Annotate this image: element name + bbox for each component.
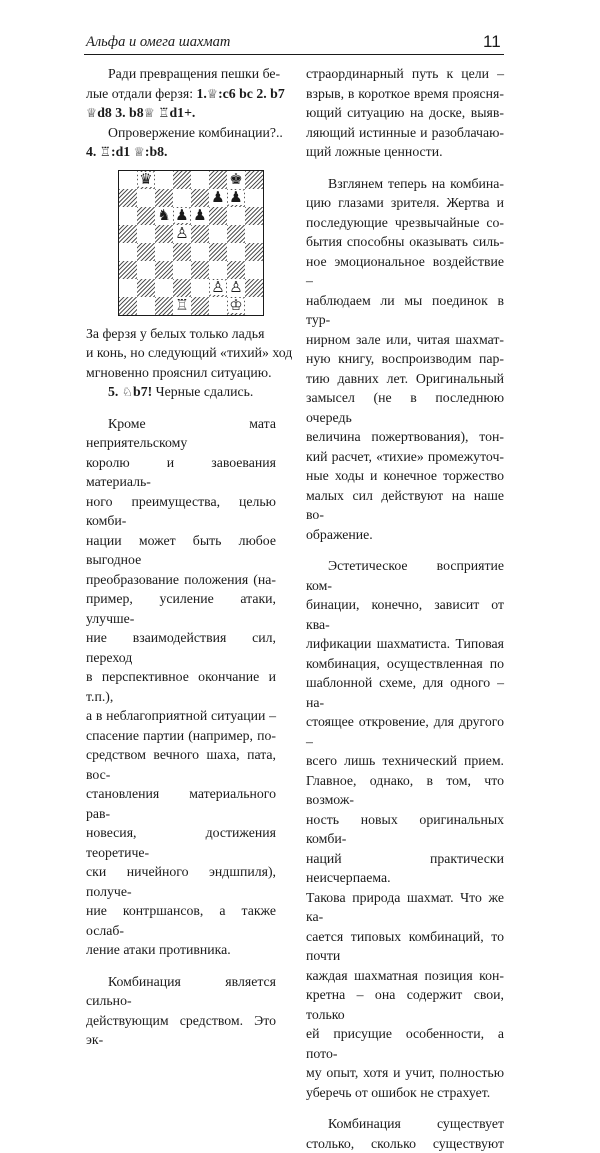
board-square [173, 279, 191, 297]
rook-figurine-icon: ♖ [100, 144, 111, 159]
chess-diagram [118, 170, 264, 316]
black-pawn-icon: ♟ [174, 208, 189, 223]
board-square [245, 243, 263, 261]
text-line: становления материального рав- [86, 784, 276, 823]
board-square [191, 189, 209, 207]
white-pawn-icon: ♙ [228, 280, 243, 295]
text-line: Кроме мата неприятельскому [86, 414, 276, 453]
text-line: ние контршансов, а также ослаб- [86, 901, 276, 940]
text-line: последующие чрезвычайные со- [306, 213, 504, 233]
text-line: Главное, однако, в том, что возмож- [306, 771, 504, 810]
board-square [155, 207, 173, 225]
board-square [227, 225, 245, 243]
text-line [86, 84, 276, 104]
right-column [306, 64, 504, 1153]
header-rule [84, 54, 504, 55]
text-line: новесия, достижения теоретиче- [86, 823, 276, 862]
move-part: d1+. [170, 105, 196, 120]
text-line: нирном зале или, читая шахмат- [306, 330, 504, 350]
queen-figurine-icon: ♕ [134, 144, 145, 159]
white-king-icon: ♔ [228, 298, 243, 313]
black-pawn-icon: ♟ [192, 208, 207, 223]
board-square [227, 297, 245, 315]
text-line: Опровержение комбинации?.. [86, 123, 276, 143]
text-line: Комбинация является сильно- [86, 972, 276, 1011]
text-line: ющий ситуацию на доске, выяв- [306, 103, 504, 123]
paragraph-combination-exists [306, 1114, 504, 1153]
text-line: бинации, конечно, зависит от ква- [306, 595, 504, 634]
board-square [155, 243, 173, 261]
board-square [227, 207, 245, 225]
rook-figurine-icon: ♖ [158, 105, 169, 120]
board-square [155, 189, 173, 207]
text-line: ную книгу, воспроизводим пар- [306, 349, 504, 369]
move-notation [86, 142, 276, 162]
black-pawn-icon: ♟ [228, 190, 243, 205]
text-line: ние взаимодействия сил, переход [86, 628, 276, 667]
white-pawn-icon: ♙ [174, 226, 189, 241]
paragraph-spectator-view [306, 174, 504, 545]
text-line: ей присущие особенности, а пото- [306, 1024, 504, 1063]
text-line: шаблонной схеме, для одного – на- [306, 673, 504, 712]
move-part: d8 3. b8 [97, 105, 143, 120]
board-square [245, 207, 263, 225]
board-square [191, 225, 209, 243]
text-line: ление атаки противника. [86, 940, 276, 960]
board-square [155, 171, 173, 189]
paragraph-refutation [86, 123, 276, 162]
board-square [119, 261, 137, 279]
board-square [173, 225, 191, 243]
left-column [86, 64, 276, 1050]
text-line: кретна – она содержит свои, только [306, 985, 504, 1024]
board-square [173, 207, 191, 225]
text-line: мгновенно прояснил ситуацию. [86, 363, 276, 383]
black-queen-icon: ♛ [138, 172, 153, 187]
board-square [137, 261, 155, 279]
board-square [245, 225, 263, 243]
text-line: му опыт, хотя и учит, полностью [306, 1063, 504, 1083]
text-line: ски ничейного эндшпиля), получе- [86, 862, 276, 901]
board-square [245, 261, 263, 279]
board-square [209, 225, 227, 243]
board-square [173, 243, 191, 261]
board-square [137, 171, 155, 189]
board-square [155, 261, 173, 279]
board-square [119, 171, 137, 189]
text-line: Эстетическое восприятие ком- [306, 556, 504, 595]
text-line: пример, усиление атаки, улучше- [86, 589, 276, 628]
text-line [86, 382, 276, 402]
board-square [191, 207, 209, 225]
paragraph-knight-move [86, 324, 276, 383]
text-line [86, 103, 276, 123]
knight-figurine-icon: ♘ [122, 384, 133, 399]
board-square [209, 297, 227, 315]
board-square [191, 243, 209, 261]
text-line: взрыв, в короткое время проясня- [306, 84, 504, 104]
text-line: средством вечного шаха, пата, вос- [86, 745, 276, 784]
move-part: :b8. [145, 144, 168, 159]
text-line: ные ходы и конечное торжество [306, 466, 504, 486]
move-part: b7! [133, 384, 152, 399]
text-line: ляющий истинные и разоблачаю- [306, 123, 504, 143]
text-line: уберечь от ошибок не страхует. [306, 1083, 504, 1103]
black-knight-icon: ♞ [156, 208, 171, 223]
board-square [227, 243, 245, 261]
text-line: Такова природа шахмат. Что же ка- [306, 888, 504, 927]
white-rook-icon: ♖ [174, 298, 189, 313]
paragraph-aesthetic-perception [306, 556, 504, 1102]
board-square [209, 261, 227, 279]
text-line: замысел (не в последнюю очередь [306, 388, 504, 427]
text-line: спасение партии (например, по- [86, 726, 276, 746]
queen-figurine-icon: ♕ [207, 86, 218, 101]
running-header-title: Альфа и омега шахмат [86, 34, 230, 51]
board-square [245, 171, 263, 189]
text-line: ность новых оригинальных комби- [306, 810, 504, 849]
paragraph-combination-powerful [86, 972, 276, 1050]
move-part: :с6 bc 2. b7 [218, 86, 285, 101]
text-fragment: Черные сдались. [152, 384, 253, 399]
text-line: преобразование положения (на- [86, 570, 276, 590]
text-line: каждая шахматная позиция кон- [306, 966, 504, 986]
board-square [119, 297, 137, 315]
board-square [137, 243, 155, 261]
text-line: действующим средством. Это эк- [86, 1011, 276, 1050]
text-line: лификации шахматиста. Типовая [306, 634, 504, 654]
board-square [155, 279, 173, 297]
queen-figurine-icon: ♕ [86, 105, 97, 120]
text-line: стоящее откровение, для другого – [306, 712, 504, 751]
paragraph-extraordinary-path [306, 64, 504, 162]
text-line: величина пожертвования), тон- [306, 427, 504, 447]
board-square [209, 189, 227, 207]
board-square [227, 261, 245, 279]
board-square [227, 171, 245, 189]
board-square [245, 279, 263, 297]
move-part: :d1 [111, 144, 134, 159]
board-square [155, 225, 173, 243]
text-line: Комбинация существует [306, 1114, 504, 1134]
text-line: нации может быть любое выгодное [86, 531, 276, 570]
text-fragment: лые отдали ферзя: [86, 86, 196, 101]
text-line: малых сил действуют на наше во- [306, 486, 504, 525]
board-square [191, 261, 209, 279]
board-square [155, 297, 173, 315]
text-line: бытия способны оказывать силь- [306, 232, 504, 252]
board-square [209, 243, 227, 261]
board-square [191, 297, 209, 315]
board-square [209, 279, 227, 297]
chessboard [119, 171, 263, 315]
board-square [245, 189, 263, 207]
board-square [119, 207, 137, 225]
paragraph-promotion [86, 64, 276, 123]
board-square [119, 225, 137, 243]
text-line: Взглянем теперь на комбина- [306, 174, 504, 194]
board-square [173, 189, 191, 207]
board-square [191, 171, 209, 189]
board-square [137, 225, 155, 243]
text-line: наблюдаем ли мы поединок в тур- [306, 291, 504, 330]
text-line: кий расчет, «тихие» промежуточ- [306, 447, 504, 467]
text-line: комбинация, осуществленная по [306, 654, 504, 674]
board-square [227, 279, 245, 297]
board-square [245, 297, 263, 315]
text-line: цию глазами зрителя. Жертва и [306, 193, 504, 213]
move-part: 5. [108, 384, 122, 399]
queen-figurine-icon: ♕ [144, 105, 155, 120]
board-square [227, 189, 245, 207]
move-notation [108, 384, 152, 399]
white-pawn-icon: ♙ [210, 280, 225, 295]
move-part: 1. [196, 86, 206, 101]
move-part: 4. [86, 144, 100, 159]
text-line: ного преимущества, целью комби- [86, 492, 276, 531]
text-line: всего лишь технический прием. [306, 751, 504, 771]
page-number: 11 [483, 32, 501, 52]
text-line: ное эмоциональное воздействие – [306, 252, 504, 291]
board-square [173, 297, 191, 315]
text-line: столько, сколько существуют [306, 1134, 504, 1153]
board-square [137, 297, 155, 315]
move-notation [196, 86, 284, 101]
board-square [137, 279, 155, 297]
board-square [137, 207, 155, 225]
text-line: сается типовых комбинаций, то почти [306, 927, 504, 966]
board-square [209, 207, 227, 225]
text-line: тию давних лет. Оригинальный [306, 369, 504, 389]
text-line: ображение. [306, 525, 504, 545]
board-square [191, 279, 209, 297]
board-square [119, 279, 137, 297]
paragraph-black-resigned [86, 382, 276, 402]
board-square [173, 171, 191, 189]
black-king-icon: ♚ [228, 172, 243, 187]
text-line: Ради превращения пешки бе- [86, 64, 276, 84]
board-square [137, 189, 155, 207]
text-line: щий ложные ценности. [306, 142, 504, 162]
board-square [209, 171, 227, 189]
board-square [119, 189, 137, 207]
board-square [173, 261, 191, 279]
text-line: королю и завоевания материаль- [86, 453, 276, 492]
text-line: в перспективное окончание и т.п.), [86, 667, 276, 706]
text-line: а в неблагоприятной ситуации – [86, 706, 276, 726]
text-line: страординарный путь к цели – [306, 64, 504, 84]
text-line: За ферзя у белых только ладья [86, 324, 276, 344]
text-line: и конь, но следующий «тихий» ход [86, 343, 276, 363]
black-pawn-icon: ♟ [210, 190, 225, 205]
board-square [119, 243, 137, 261]
paragraph-combination-goals [86, 414, 276, 960]
text-line: наций практически неисчерпаема. [306, 849, 504, 888]
